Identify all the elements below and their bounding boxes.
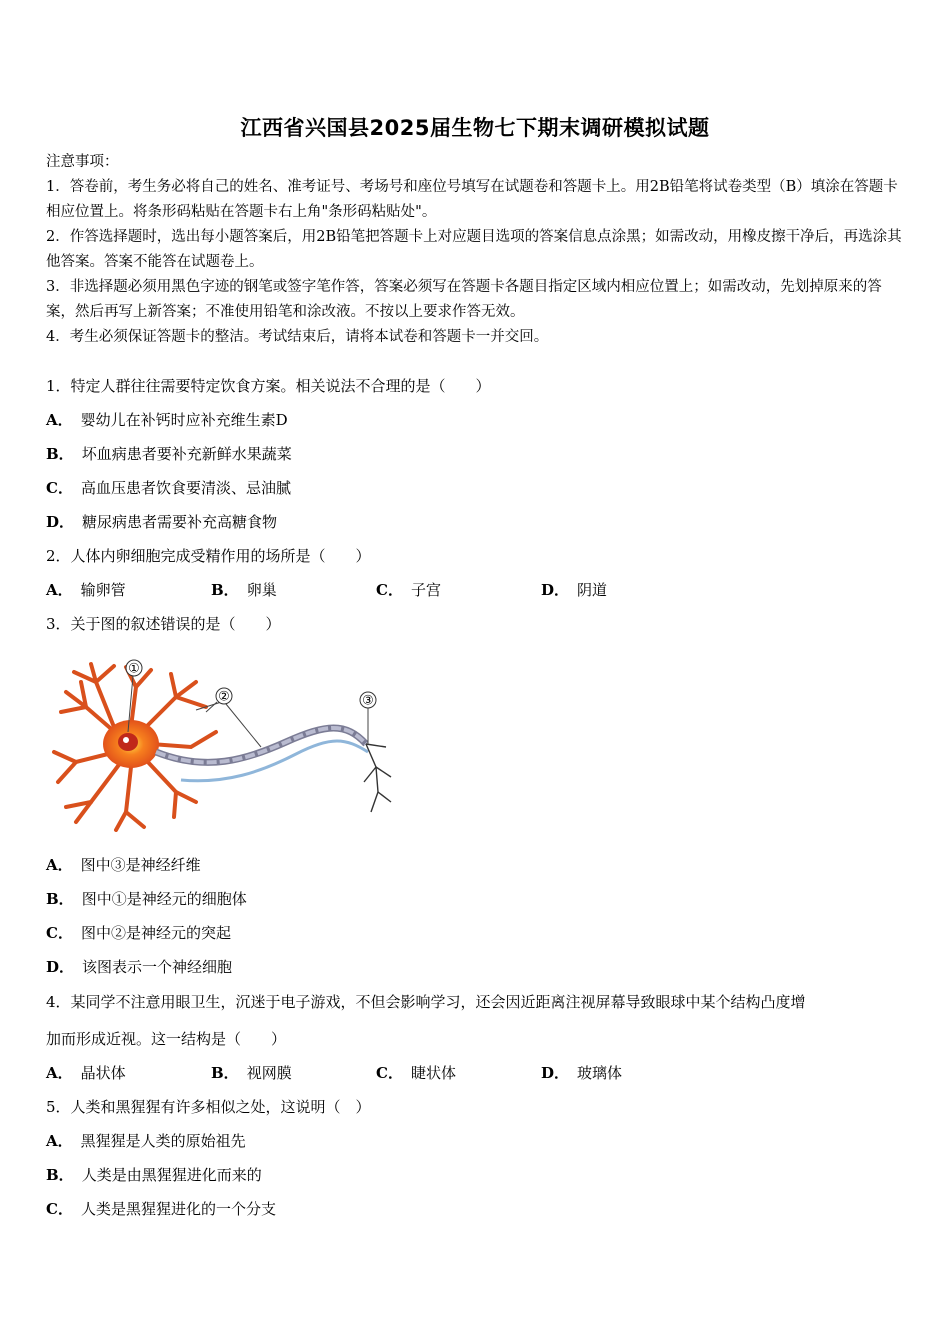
notes-item: 2．作答选择题时，选出每小题答案后，用2B铅笔把答题卡上对应题目选项的答案信息点涂黑；如需改动，用橡皮擦干净后，再选涂其他答案。答案不能答在试题卷上。 xyxy=(46,229,902,270)
option-text: 睫状体 xyxy=(410,1064,456,1082)
q5-option-b[interactable] xyxy=(46,1164,262,1185)
option-text: 高血压患者饮食要清淡、忌油腻 xyxy=(80,479,291,497)
option-letter: B． xyxy=(211,1064,239,1082)
option-text: 晶状体 xyxy=(80,1064,126,1082)
option-text: 子宫 xyxy=(410,581,441,599)
question-1-stem: 1．特定人群往往需要特定饮食方案。相关说法不合理的是（ ） xyxy=(46,377,491,395)
option-text: 输卵管 xyxy=(80,581,126,599)
option-text: 图中①是神经元的细胞体 xyxy=(81,890,247,908)
q4-option-d[interactable] xyxy=(541,1062,706,1083)
option-letter: D． xyxy=(541,1064,570,1082)
option-letter: A． xyxy=(46,856,73,874)
option-text: 视网膜 xyxy=(246,1064,292,1082)
option-text: 黑猩猩是人类的原始祖先 xyxy=(80,1132,246,1150)
question-3-stem: 3．关于图的叙述错误的是（ ） xyxy=(46,615,281,633)
q5-option-a[interactable] xyxy=(46,1130,246,1151)
question-4-stem-line2: 加而形成近视。这一结构是（ ） xyxy=(46,1030,287,1048)
question-2-stem: 2．人体内卵细胞完成受精作用的场所是（ ） xyxy=(46,547,371,565)
q2-option-a[interactable] xyxy=(46,579,211,600)
page-title: 江西省兴国县2025届生物七下期末调研模拟试题 xyxy=(240,116,710,140)
option-text: 糖尿病患者需要补充高糖食物 xyxy=(82,513,278,531)
option-text: 玻璃体 xyxy=(577,1064,623,1082)
notes-heading: 注意事项： xyxy=(46,154,119,170)
notes-item: 3．非选择题必须用黑色字迹的钢笔或签字笔作答，答案必须写在答题卡各题目指定区域内相应位置上；如需改动，先划掉原来的答案，然后再写上新答案；不准使用铅笔和涂改液。不按以上要求作答无效。 xyxy=(46,279,882,320)
label-3: ③ xyxy=(362,693,374,709)
q1-option-b[interactable] xyxy=(46,443,292,464)
option-letter: D． xyxy=(541,581,570,599)
option-letter: A． xyxy=(46,1132,73,1150)
option-letter: A． xyxy=(46,411,73,429)
option-text: 阴道 xyxy=(577,581,608,599)
option-letter: C． xyxy=(46,1200,73,1218)
label-2: ② xyxy=(218,689,230,705)
option-text: 卵巢 xyxy=(246,581,277,599)
option-letter: B． xyxy=(46,445,74,463)
option-letter: C． xyxy=(376,581,403,599)
neuron-figure xyxy=(46,652,406,836)
q2-option-c[interactable] xyxy=(376,579,541,600)
option-letter: B． xyxy=(211,581,239,599)
notes-item: 1．答卷前，考生务必将自己的姓名、准考证号、考场号和座位号填写在试题卷和答题卡上。用2B铅笔将试卷类型（B）填涂在答题卡相应位置上。将条形码粘贴在答题卡右上角"条形码粘贴处"。 xyxy=(46,179,898,220)
option-letter: C． xyxy=(376,1064,403,1082)
q1-option-a[interactable] xyxy=(46,409,288,430)
q3-option-c[interactable] xyxy=(46,922,231,943)
q4-options xyxy=(46,1062,706,1083)
q1-option-c[interactable] xyxy=(46,477,291,498)
q2-options xyxy=(46,579,706,600)
q5-option-c[interactable] xyxy=(46,1198,276,1219)
q3-option-b[interactable] xyxy=(46,888,247,909)
q2-option-b[interactable] xyxy=(211,579,376,600)
option-text: 婴幼儿在补钙时应补充维生素D xyxy=(80,411,288,429)
q2-option-d[interactable] xyxy=(541,579,706,600)
option-letter: D． xyxy=(46,958,75,976)
q4-option-b[interactable] xyxy=(211,1062,376,1083)
notes-section xyxy=(46,150,908,350)
option-letter: B． xyxy=(46,890,74,908)
option-text: 图中②是神经元的突起 xyxy=(80,924,231,942)
question-5-stem: 5．人类和黑猩猩有许多相似之处，这说明（ ） xyxy=(46,1098,371,1116)
q3-option-a[interactable] xyxy=(46,854,201,875)
option-letter: B． xyxy=(46,1166,74,1184)
option-text: 该图表示一个神经细胞 xyxy=(82,958,233,976)
option-letter: C． xyxy=(46,479,73,497)
q3-option-d[interactable] xyxy=(46,956,232,977)
q1-option-d[interactable] xyxy=(46,511,277,532)
neuron-illustration xyxy=(46,652,406,832)
q4-option-a[interactable] xyxy=(46,1062,211,1083)
option-text: 人类是黑猩猩进化的一个分支 xyxy=(80,1200,276,1218)
label-1: ① xyxy=(128,661,140,677)
notes-item: 4．考生必须保证答题卡的整洁。考试结束后，请将本试卷和答题卡一并交回。 xyxy=(46,329,549,345)
option-letter: A． xyxy=(46,1064,73,1082)
option-text: 图中③是神经纤维 xyxy=(80,856,201,874)
option-letter: D． xyxy=(46,513,75,531)
question-4-stem-line1: 4．某同学不注意用眼卫生，沉迷于电子游戏，不但会影响学习，还会因近距离注视屏幕导致眼球中某个结构凸度增 xyxy=(46,993,806,1011)
option-letter: A． xyxy=(46,581,73,599)
option-text: 人类是由黑猩猩进化而来的 xyxy=(81,1166,262,1184)
axon-terminals xyxy=(364,744,391,812)
option-letter: C． xyxy=(46,924,73,942)
q4-option-c[interactable] xyxy=(376,1062,541,1083)
option-text: 坏血病患者要补充新鲜水果蔬菜 xyxy=(81,445,292,463)
